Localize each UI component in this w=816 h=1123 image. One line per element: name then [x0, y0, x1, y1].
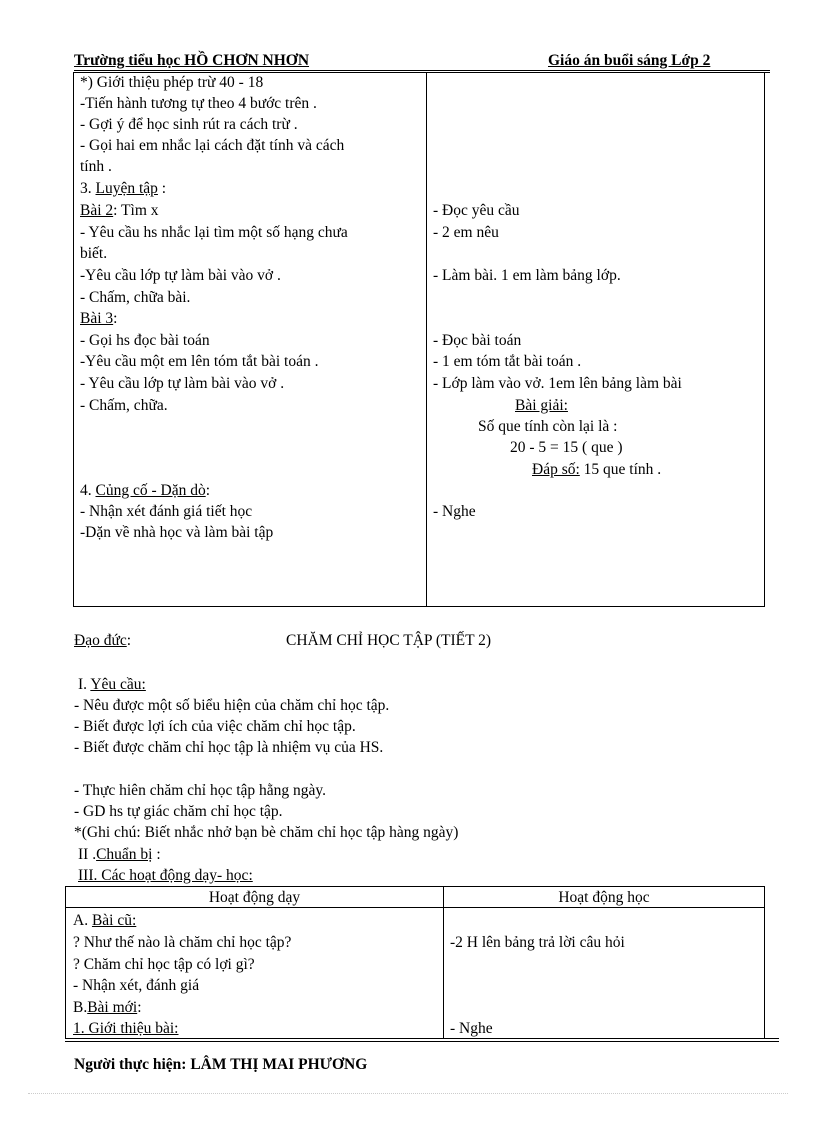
activities-heading: III. Các hoạt động dạy- học: — [78, 867, 253, 884]
step-repeat: - Gọi hai em nhắc lại cách đặt tính và cách — [80, 137, 345, 154]
requirement-2: - Biết được lợi ích của việc chăm chỉ học tập. — [74, 718, 356, 735]
section-wrapup: 4. Củng cố - Dặn dò: — [80, 482, 211, 499]
wrapup-step-1: - Nhận xét đánh giá tiết học — [80, 503, 253, 520]
preparation-heading: II .Chuẩn bị : — [78, 846, 161, 863]
requirement-4: - Thực hiên chăm chỉ học tập hằng ngày. — [74, 782, 327, 799]
lesson-title: CHĂM CHỈ HỌC TẬP (TIẾT 2) — [286, 632, 492, 649]
exercise-2: Bài 2: Tìm x — [80, 202, 159, 219]
students-listen: - Nghe — [450, 1020, 493, 1037]
ex3-step-3: - Yêu cầu lớp tự làm bài vào vở . — [80, 375, 285, 392]
col-header-student: Hoạt động học — [558, 889, 650, 906]
requirement-5: - GD hs tự giác chăm chỉ học tập. — [74, 803, 283, 820]
do-exercise: - Làm bài. 1 em làm bảng lớp. — [433, 267, 621, 284]
ex3-step-4: - Chấm, chữa. — [80, 397, 168, 414]
step-similar: -Tiến hành tương tự theo 4 bước trên . — [80, 95, 317, 112]
requirements-heading: I. Yêu cầu: — [78, 676, 146, 693]
class-solve: - Lớp làm vào vở. 1em lên bảng làm bài — [433, 375, 682, 392]
author: Người thực hiện: LÂM THỊ MAI PHƯƠNG — [74, 1056, 368, 1073]
requirement-1: - Nêu được một số biểu hiện của chăm chỉ học tập. — [74, 697, 390, 714]
ex3-step-1: - Gọi hs đọc bài toán — [80, 332, 210, 349]
solution-line-1: Số que tính còn lại là : — [478, 418, 618, 435]
intro-subtraction: *) Giới thiệu phép trừ 40 - 18 — [80, 74, 264, 91]
question-1: ? Như thế nào là chăm chỉ học tập? — [73, 934, 292, 951]
school-name: Trường tiểu học HỒ CHƠN NHƠN — [74, 52, 310, 69]
two-students-answer: - 2 em nêu — [433, 224, 499, 241]
header-rule — [74, 70, 770, 71]
summarize-problem: - 1 em tóm tắt bài toán . — [433, 353, 582, 370]
old-lesson-heading: A. Bài cũ: — [73, 912, 137, 929]
listen: - Nghe — [433, 503, 476, 520]
requirement-3: - Biết được chăm chỉ học tập là nhiệm vụ của HS. — [74, 739, 384, 756]
ex2-step-3: - Chấm, chữa bài. — [80, 289, 191, 306]
ex2-step-1-cont: biết. — [80, 245, 108, 262]
students-answer: -2 H lên bảng trả lời câu hỏi — [450, 934, 625, 951]
step-repeat-cont: tính . — [80, 158, 112, 175]
solution-heading: Bài giải: — [515, 397, 568, 414]
solution-answer: Đáp số: 15 que tính . — [532, 461, 662, 478]
read-problem: - Đọc bài toán — [433, 332, 522, 349]
exercise-3: Bài 3: — [80, 310, 118, 327]
ex2-step-1: - Yêu cầu hs nhắc lại tìm một số hạng chưa — [80, 224, 348, 241]
ex2-step-2: -Yêu cầu lớp tự làm bài vào vở . — [80, 267, 281, 284]
intro-lesson: 1. Giới thiệu bài: — [73, 1020, 179, 1037]
page-divider — [28, 1093, 788, 1094]
read-requirement: - Đọc yêu cầu — [433, 202, 520, 219]
question-2: ? Chăm chỉ học tập có lợi gì? — [73, 956, 255, 973]
step-hint: - Gợi ý để học sinh rút ra cách trừ . — [80, 116, 298, 133]
wrapup-step-2: -Dặn về nhà học và làm bài tập — [80, 524, 274, 541]
lesson-plan-title: Giáo án buổi sáng Lớp 2 — [548, 52, 711, 69]
subject-label: Đạo đức: — [74, 632, 132, 649]
solution-line-2: 20 - 5 = 15 ( que ) — [510, 439, 623, 456]
section-practice: 3. Luyện tập : — [80, 180, 167, 197]
requirement-note: *(Ghi chú: Biết nhắc nhở bạn bè chăm chỉ học tập hàng ngày) — [74, 824, 459, 841]
ex3-step-2: -Yêu cầu một em lên tóm tắt bài toán . — [80, 353, 319, 370]
col-header-teacher: Hoạt động dạy — [208, 889, 301, 906]
new-lesson-heading: B.Bài mới: — [73, 999, 142, 1016]
evaluate: - Nhận xét, đánh giá — [73, 977, 200, 994]
